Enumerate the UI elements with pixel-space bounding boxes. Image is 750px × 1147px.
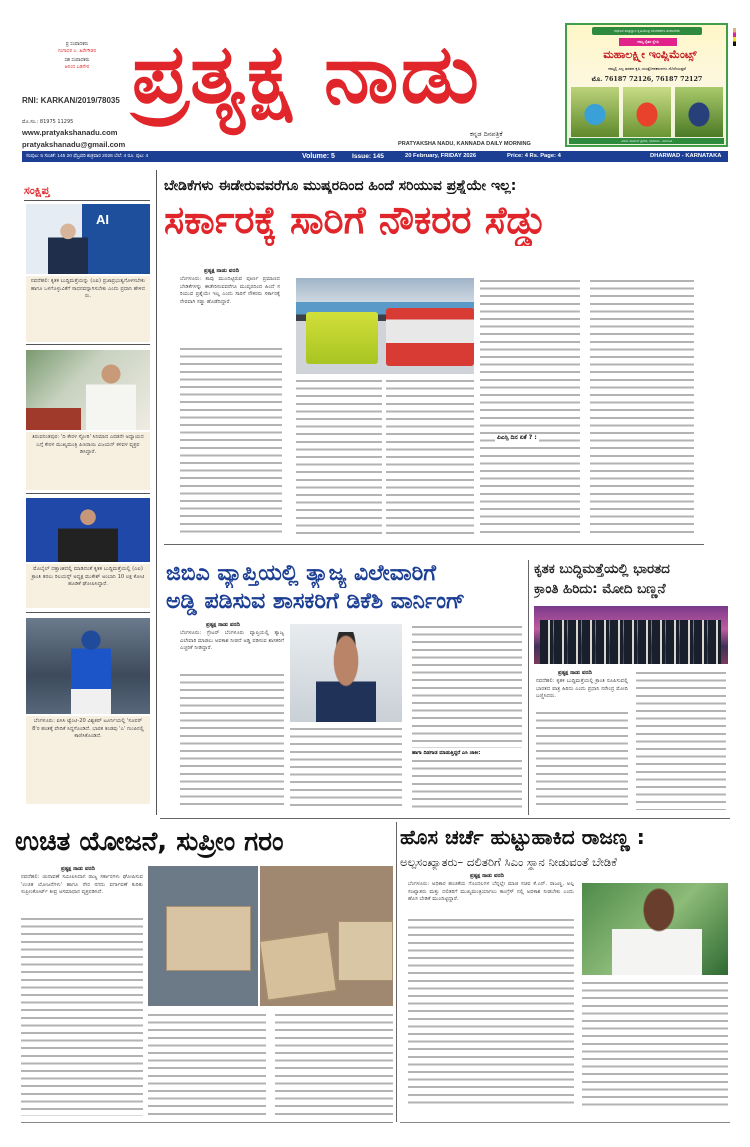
brief-image-mukesh-ambani xyxy=(26,498,150,562)
rajanna-subheadline: ಅಲ್ಪಸಂಖ್ಯಾತರು– ದಲಿತರಿಗೆ ಸಿಎಂ ಸ್ಥಾನ ನೀಡುವಂತೆ ಬೇಡಿಕೆ xyxy=(400,855,617,869)
freebies-column-1 xyxy=(21,916,143,1116)
ad-bottom-strip: ವಿಳಾಸ: ಕಾರ್ಖಾನೆ ಪ್ರದೇಶ, ಧಾರವಾಡ - ಕರ್ನಾಟಕ xyxy=(569,138,724,144)
tagline-kannada: ಕನ್ನಡ ದಿನಪತ್ರಿಕೆ xyxy=(470,130,503,138)
mid-page-rule xyxy=(160,818,730,819)
modi-image-group xyxy=(534,606,728,664)
ad-company-name: ಮಹಾಲಕ್ಷ್ಮೀ ಇಂಪ್ಲಿಮೆಂಟ್ಸ್ xyxy=(603,48,697,61)
rajanna-column-1 xyxy=(408,917,574,1107)
story-freebies xyxy=(15,822,393,1147)
rajanna-image-portrait xyxy=(582,883,728,975)
dateline-volume: Volume: 5 xyxy=(302,153,335,160)
freebies-headline: ಉಚಿತ ಯೋಜನೆ, ಸುಪ್ರೀಂ ಗರಂ xyxy=(15,827,284,857)
lead-subhead: ಪಿಎಸ್ಸಿ ದಿನ ಏಕೆ ? : xyxy=(497,434,537,441)
lead-column-4 xyxy=(480,278,580,536)
sidebar-right-border xyxy=(156,170,157,815)
phone-number: ಮೊ.ಸಂ.: 81975 11295 xyxy=(22,119,74,125)
advertisement[interactable] xyxy=(565,23,728,147)
person-figure xyxy=(58,506,118,562)
lead-headline: ಸರ್ಕಾರಕ್ಕೆ ಸಾರಿಗೆ ನೌಕರರ ಸೆಡ್ಡು xyxy=(164,198,547,242)
dateline-place: DHARWAD - KARNATAKA xyxy=(650,153,722,159)
ad-phone: ಮೊ. 76187 72126, 76187 72127 xyxy=(591,75,703,83)
dks-byline: ಪ್ರತ್ಯಕ್ಷ ನಾಡು ವರದಿ xyxy=(206,622,240,628)
modi-column-1 xyxy=(536,710,628,810)
lead-bottom-rule xyxy=(164,544,704,545)
brief-caption-1 xyxy=(26,276,150,342)
website-link[interactable]: www.pratyakshanadu.com xyxy=(22,128,118,137)
photo-split xyxy=(258,866,260,1006)
freebies-column-3 xyxy=(275,1012,393,1116)
modi-intro: ನವದೆಹಲಿ: ಕೃತಕ ಬುದ್ಧಿಮತ್ತೆಯಲ್ಲಿ ಕ್ರಾಂತಿ ರೂಪಿಸುವಲ್ಲಿ ಭಾರತದ ಪಾತ್ರ ಹಿರಿದು ಎಂದು ಪ್ರಧಾನಿ ನರೇಂದ್ರ ಮೋದಿ ಬಣ್ಣಿಸಿದರು. xyxy=(536,678,628,700)
lead-kicker: ಬೇಡಿಕೆಗಳು ಈಡೇರುವವರೆಗೂ ಮುಷ್ಕರದಿಂದ ಹಿಂದೆ ಸರಿಯುವ ಪ್ರಶ್ನೆಯೇ ಇಲ್ಲ: xyxy=(164,178,517,194)
credit-name-2: ಆನಂದ ಬಡಿಗೇರ xyxy=(64,64,90,70)
dateline-price: Price: 4 Rs. Page: 4 xyxy=(507,153,561,159)
brief-caption-3-text: ಮೊಬೈಲ್ ದತ್ತಾಂಶದಲ್ಲಿ ಮಾಡಿದಂತೆ ಕೃತಕ ಬುದ್ಧಿಮತ್ತೆಯಲ್ಲಿ (ಎಐ) ಕ್ರಾಂತಿ ತರಲು ರಿಲಯನ್ಸ್ ಅಧ್ಯಕ್ಷ ಮುಕೇಶ್ ಅಂಬಾನಿ 10 ಲಕ್ಷ ಕೋಟಿ ಹೂಡಿಕೆ ಘೋಷಿಸಿದ್ದಾರೆ. xyxy=(31,566,145,588)
speaker-figure xyxy=(86,360,136,430)
lead-column-1 xyxy=(180,346,282,536)
ad-image-trailer xyxy=(675,87,723,137)
modi-column-2 xyxy=(636,670,726,810)
ai-summit-logo: AI xyxy=(96,212,109,227)
rajanna-figure xyxy=(612,887,702,975)
brief-caption-2-text: ತಿರುವನಂತಪುರ: 'ದಿ ಕೇರಳ ಸ್ಟೋರಿ' ಸಿನಿಮಾದ ಎರಡನೇ ಅಧ್ಯಾಯದ ಬಗ್ಗೆ ಕೇರಳ ಮುಖ್ಯಮಂತ್ರಿ ಪಿಣರಾಯಿ ವಿಜಯನ್ ಕಳವಳ ವ್ಯಕ್ತಪಡಿಸಿದ್ದಾರೆ. xyxy=(32,434,144,456)
lead-column-2 xyxy=(296,378,382,536)
box-far-right xyxy=(338,921,393,981)
sidebar-heading: ಸಂಕ್ಷಿಪ್ತ xyxy=(24,184,50,197)
brief-divider-2 xyxy=(26,493,150,494)
player-figure xyxy=(71,630,111,714)
dks-column-3 xyxy=(412,624,522,748)
dks-headline-line1: ಜಿಬಿಎ ವ್ಯಾಪ್ತಿಯಲ್ಲಿ ತ್ಯಾಜ್ಯ ವಿಲೇವಾರಿಗೆ xyxy=(166,561,436,586)
sidebar-briefs xyxy=(22,170,152,815)
rajanna-column-2 xyxy=(582,980,728,1107)
rajanna-byline: ಪ್ರತ್ಯಕ್ಷ ನಾಡು ವರದಿ xyxy=(470,873,504,879)
green-bus xyxy=(306,312,378,364)
brief-caption-2 xyxy=(26,432,150,490)
modi-headline-line2: ಕ್ರಾಂತಿ ಹಿರಿದು: ಮೋದಿ ಬಣ್ಣನೆ xyxy=(534,582,666,597)
story-rajanna xyxy=(400,822,735,1147)
lead-column-3 xyxy=(386,378,474,536)
masthead xyxy=(0,0,750,148)
dks-headline-line2: ಅಡ್ಡಿ ಪಡಿಸುವ ಶಾಸಕರಿಗೆ ಡಿಕೆಶಿ ವಾರ್ನಿಂಗ್ xyxy=(166,589,466,614)
brief-image-ai-summit xyxy=(26,204,150,274)
dateline-date: 20 February, FRIDAY 2026 xyxy=(405,153,477,159)
brief-caption-4 xyxy=(26,716,150,804)
ad-image-plough xyxy=(571,87,619,137)
ad-tag: ನಮ್ಮ ರೈತರ ಸ್ನೇಹಿ xyxy=(619,38,677,46)
box-right xyxy=(259,931,337,1000)
modi-headline-line1: ಕೃತಕ ಬುದ್ಧಿಮತ್ತೆಯಲ್ಲಿ ಭಾರತದ xyxy=(534,562,670,577)
lead-intro: ಬೆಂಗಳೂರು: ತಾವು ಮುಂದಿಟ್ಟಿರುವ ಪೂರ್ಣ ಪ್ರಮಾಣದ ಬೇಡಿಕೆಗಳನ್ನು ಈಡೇರಿಸುವವರೆಗೂ ಮುಷ್ಕರದಿಂದ ಹಿಂದೆ ಸರಿಯುವ ಪ್ರಶ್ನೆಯೇ ಇಲ್ಲ ಎಂದು ಸಾರಿಗೆ ನೌಕರರು ಸರ್ಕಾರಕ್ಕೆ ನೇರವಾಗಿ ಸಡ್ಡು ಹೊಡೆದಿದ್ದಾರೆ. xyxy=(180,276,280,305)
story-dks-warning xyxy=(160,560,526,815)
brief-image-cricketer xyxy=(26,618,150,714)
freebies-byline: ಪ್ರತ್ಯಕ್ಷ ನಾಡು ವರದಿ xyxy=(61,866,95,872)
ad-subtitle: ನಮ್ಮಲ್ಲಿ ಎಲ್ಲ ತರಹದ ಕೃಷಿ ಯಂತ್ರೋಪಕರಣಗಳು ದೊರೆಯುತ್ತವೆ xyxy=(608,66,686,71)
brief-caption-1-text: ನವದೆಹಲಿ: ಕೃತಕ ಬುದ್ಧಿಮತ್ತೆಯನ್ನು (ಎಐ) ಪ್ರಜಾಪ್ರಭುತ್ವಗೊಳಿಸಬೇಕು ಹಾಗೂ ಒಳಗೊಳ್ಳುವಿಕೆಗೆ ಸಾಧನವನ್ನಾಗಿಸಬೇಕು ಎಂದು ಪ್ರಧಾನಿ ಹೇಳಿದರು. xyxy=(30,278,146,300)
brief-caption-4-text: ಬೆಂಗಳೂರು: ಐಸಿಸಿ ಟ್ವೆಂಟಿ-20 ವಿಶ್ವಕಪ್ ಟೂರ್ನಿಯಲ್ಲಿ 'ಸೂಪರ್ 8'ರ ಹಂತಕ್ಕೆ ವೇದಿಕೆ ಸಿದ್ಧಗೊಂಡಿದೆ. ಭಾರತ ತಂಡವು 'ಎ' ಗುಂಪಿನಲ್ಲಿ ಕಾಣಿಸಿಕೊಂಡಿದೆ. xyxy=(32,718,144,740)
newspaper-title: ಪ್ರತ್ಯಕ್ಷ ನಾಡು xyxy=(132,27,481,122)
brief-divider-1 xyxy=(26,344,150,345)
column-divider-story2-story3 xyxy=(528,560,529,815)
dateline-bar xyxy=(22,151,728,162)
lead-byline: ಪ್ರತ್ಯಕ್ಷ ನಾಡು ವರದಿ xyxy=(204,268,240,274)
sidebar-heading-rule xyxy=(24,200,150,201)
freebies-intro: ನವದೆಹಲಿ: ಚುನಾವಣೆ ಸಮೀಪಿಸಿದಾಗ ರಾಜ್ಯ ಸರ್ಕಾರಗಳು ಘೋಷಿಸುವ 'ಉಚಿತ ಯೋಜನೆಗಳು' ಹಾಗೂ ನೇರ ನಗದು ವರ್ಗಾವಣೆ ಕುರಿತು ಸುಪ್ರೀಂಕೋರ್ಟ್ ತೀವ್ರ ಅಸಮಾಧಾನ ವ್ಯಕ್ತಪಡಿಸಿದೆ. xyxy=(21,874,143,896)
credit-name-1: ಗಂಗಾಧರ ಎ. ಹಿರೇಗೌಡರ xyxy=(58,48,96,54)
freebies-image-boxes xyxy=(148,866,393,1006)
masthead-credits xyxy=(22,42,132,71)
dateline-issue: Issue: 145 xyxy=(352,153,384,160)
dks-image-portrait xyxy=(290,624,402,722)
ad-image-rotavator xyxy=(623,87,671,137)
dateline-kannada: ಸಂಪುಟ: 5 ಸಂಚಿಕೆ: 145 20 ಫೆಬ್ರವರಿ ಶುಕ್ರವಾರ 2026 ಬೆಲೆ: 4 ರೂ. ಪುಟ: 4 xyxy=(26,154,149,159)
color-registration-marks xyxy=(733,28,736,46)
dks-face xyxy=(316,632,376,722)
column-divider-story4-story5 xyxy=(396,822,397,1122)
brief-divider-3 xyxy=(26,612,150,613)
box-left xyxy=(166,906,251,971)
email-link[interactable]: pratyakshanadu@gmail.com xyxy=(22,140,126,149)
dks-column-2 xyxy=(290,726,402,810)
credit-role-2: ಸಹ ಸಂಪಾದಕರು xyxy=(64,58,90,63)
dks-column-1 xyxy=(180,672,284,810)
speaker-figure xyxy=(48,222,88,274)
red-bus xyxy=(386,308,474,366)
rajanna-bottom-rule xyxy=(400,1122,730,1123)
ad-top-strip: ಆಧುನಿಕ ತಂತ್ರಜ್ಞಾನ ಕೃಷಿಯಂತ್ರ ಸಲಕರಣೆಗಳ ತಯಾರಕರು xyxy=(592,27,702,35)
lead-column-5 xyxy=(590,278,694,536)
modi-byline: ಪ್ರತ್ಯಕ್ಷ ನಾಡು ವರದಿ xyxy=(558,670,592,676)
dks-subhead: ಹಾಗಾ ದಿಡಗಾಡ ಮಾಡುತ್ತಿದ್ದರೆ ಎಸಿ ಜಾಕೀ: xyxy=(412,750,481,756)
freebies-bottom-rule xyxy=(21,1122,393,1123)
freebies-column-2 xyxy=(148,1012,266,1116)
rajanna-headline: ಹೊಸ ಚರ್ಚೆ ಹುಟ್ಟುಹಾಕಿದ ರಾಜಣ್ಣ : xyxy=(400,825,645,849)
leaders-row xyxy=(540,620,722,664)
dks-intro: ಬೆಂಗಳೂರು: ಗ್ರೇಟರ್ ಬೆಂಗಳೂರು ವ್ಯಾಪ್ತಿಯಲ್ಲಿ ತ್ಯಾಜ್ಯ ವಿಲೇವಾರಿ ಮಾಡಲು ಅವಕಾಶ ನೀಡದೆ ಅಡ್ಡಿ ಪಡಿಸುವ ಶಾಸಕರಿಗೆ ಎಚ್ಚರಿಕೆ ನೀಡಿದ್ದಾರೆ. xyxy=(180,630,284,652)
brief-image-kerala-cm xyxy=(26,350,150,430)
lead-story xyxy=(160,178,730,548)
rajanna-intro: ಬೆಂಗಳೂರು: ಅಧಿಕಾರ ಹಂಚಿಕೆಯ ಗೊಂದಲಗಳ ಬೆನ್ನಲ್ಲೇ ಮಾಜಿ ಸಚಿವ ಕೆ.ಎನ್. ರಾಜಣ್ಣ, ಅಲ್ಪಸಂಖ್ಯಾತರು ಮತ್ತು ದಲಿತರಿಗೆ ಮುಖ್ಯಮಂತ್ರಿಯಾಗಲು ಕಾಂಗ್ರೆಸ್ ನಲ್ಲಿ ಅವಕಾಶ ನೀಡಬೇಕು ಎಂದು ಹೊಸ ಬೇಡಿಕೆ ಮುಂದಿಟ್ಟಿದ್ದಾರೆ. xyxy=(408,881,574,903)
tagline-english: PRATYAKSHA NADU, KANNADA DAILY MORNING xyxy=(398,141,531,147)
brief-caption-3 xyxy=(26,564,150,608)
credit-role-1: ಪ್ರ ಸಂಪಾದಕರು xyxy=(65,42,89,47)
dks-column-3b xyxy=(412,758,522,810)
rni-number: RNI: KARKAN/2019/78035 xyxy=(22,96,120,105)
podium xyxy=(26,408,81,430)
lead-image-buses xyxy=(296,278,474,374)
story-modi-ai xyxy=(530,560,730,815)
